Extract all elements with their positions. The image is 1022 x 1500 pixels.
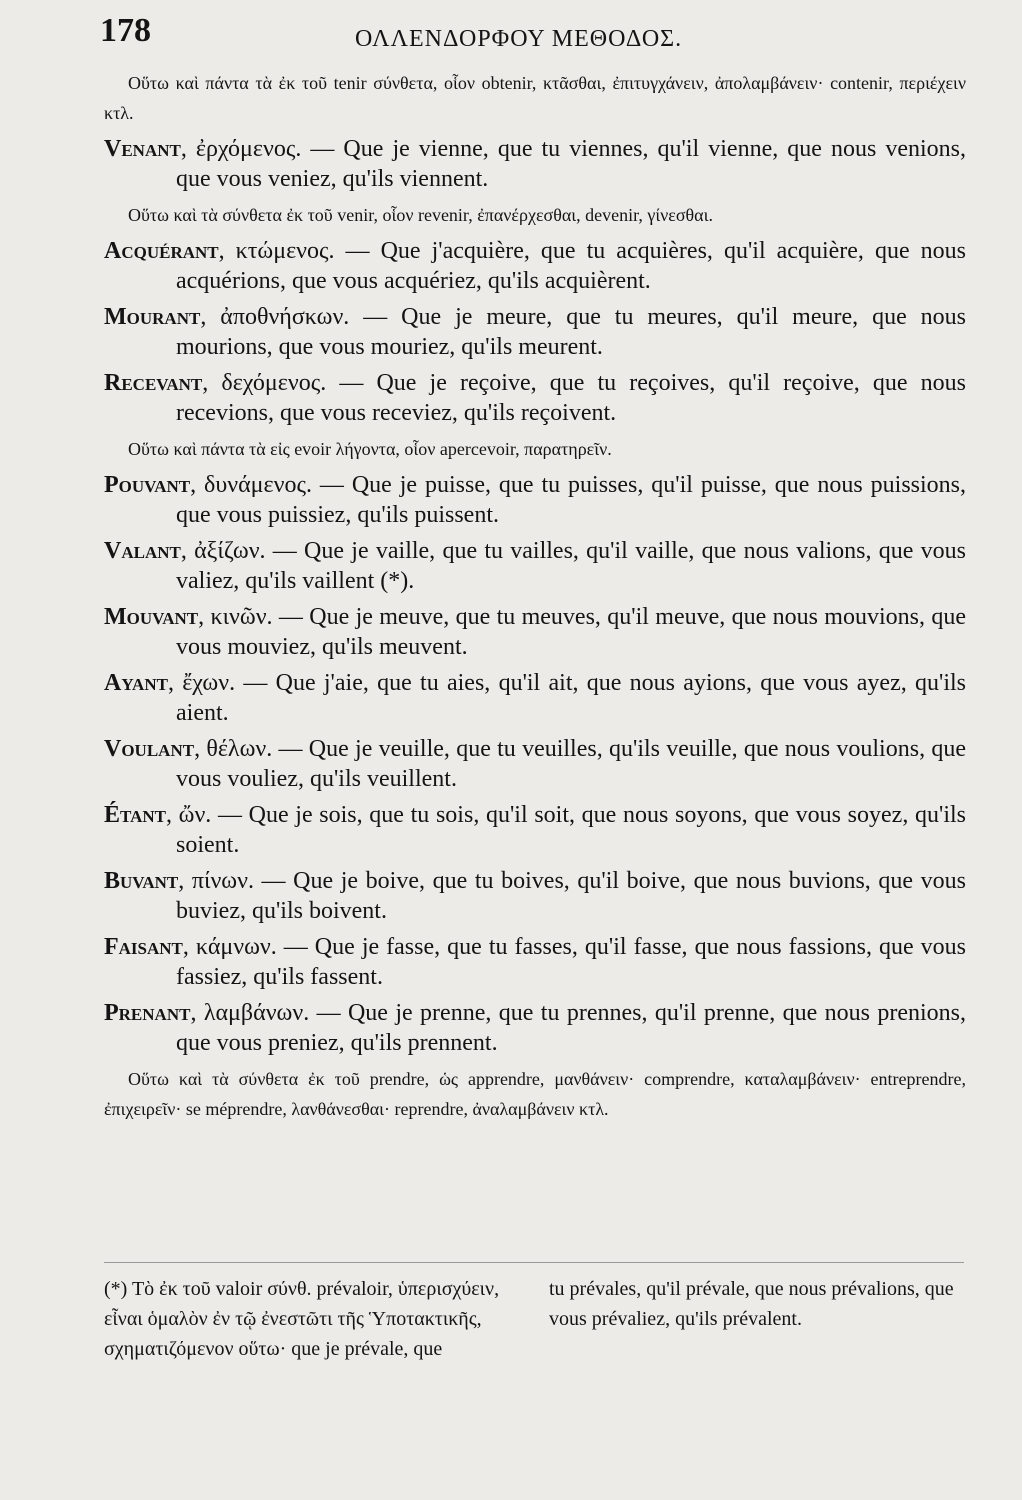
entry-text: , πίνων. — Que je boive, que tu boives, qu'il boive, que nous buvions, que vous buviez, qu'ils boivent. — [176, 868, 966, 924]
running-title: ΟΛΛΕΝΔΟΡΦΟΥ ΜΕΘΟΔΟΣ. — [355, 26, 683, 52]
entry-text: , ἐρχόμενος. — Que je vienne, que tu viennes, qu'il vienne, que nous venions, que vous veniez, qu'ils viennent. — [176, 136, 966, 192]
footnote-right-column — [549, 1274, 966, 1364]
main-text — [104, 68, 966, 1130]
entry-text: , ἀξίζων. — Que je vaille, que tu vailles, qu'il vaille, que nous valions, que vous valiez, qu'ils vaillent (*). — [176, 538, 966, 594]
entry-text: , κάμνων. — Que je fasse, que tu fasses, qu'il fasse, que nous fassions, que vous fassiez, qu'ils fassent. — [176, 934, 966, 990]
entry-term: Acquérant — [104, 238, 219, 264]
entry-term: Pouvant — [104, 472, 191, 498]
entry-term: Voulant — [104, 736, 195, 762]
footnote-left-column — [104, 1274, 521, 1364]
entry-mouvant — [104, 602, 966, 662]
entry-term: Valant — [104, 538, 181, 564]
entry-term: Mouvant — [104, 604, 199, 630]
entry-term: Venant — [104, 136, 181, 162]
entry-text: , κτώμενος. — Que j'acquière, que tu acquières, qu'il acquière, que nous acquérions, que vous acquériez, qu'ils acquièrent. — [176, 238, 966, 294]
entry-acquerant — [104, 236, 966, 296]
page-header — [100, 12, 960, 60]
entry-text: , λαμβάνων. — Que je prenne, que tu prennes, qu'il prenne, que nous prenions, que vous preniez, qu'ils prennent. — [176, 1000, 966, 1056]
note-tenir: Οὕτω καὶ πάντα τὰ ἐκ τοῦ tenir σύνθετα, οἷον obtenir, κτᾶσθαι, ἐπιτυγχάνειν, ἀπολαμβάνειν· contenir, περιέχειν κτλ. — [104, 73, 966, 123]
entry-text: , ἔχων. — Que j'aie, que tu aies, qu'il ait, que nous ayions, que vous ayez, qu'ils aient. — [167, 670, 966, 726]
entry-pouvant — [104, 470, 966, 530]
page-number: 178 — [100, 12, 151, 49]
entry-term: Buvant — [104, 868, 179, 894]
footnote-divider — [104, 1262, 964, 1263]
entry-recevant — [104, 368, 966, 428]
entry-term: Faisant — [104, 934, 183, 960]
entry-ayant — [104, 668, 966, 728]
entry-text: , δυνάμενος. — Que je puisse, que tu puisses, qu'il puisse, que nous puissions, que vous puissiez, qu'ils puissent. — [176, 472, 966, 528]
footnote-right-text: tu prévales, qu'il prévale, que nous prévalions, que vous prévaliez, qu'ils prévalent. — [549, 1278, 954, 1330]
entry-mourant — [104, 302, 966, 362]
note-venir: Οὕτω καὶ τὰ σύνθετα ἐκ τοῦ venir, οἷον revenir, ἐπανέρχεσθαι, devenir, γίνεσθαι. — [128, 205, 713, 225]
entry-term: Étant — [104, 802, 166, 828]
entry-faisant — [104, 932, 966, 992]
entry-buvant — [104, 866, 966, 926]
entry-text: , θέλων. — Que je veuille, que tu veuilles, qu'ils veuille, que nous voulions, que vous vouliez, qu'ils veuillent. — [176, 736, 966, 792]
footnote — [104, 1274, 966, 1364]
entry-text: , δεχόμενος. — Que je reçoive, que tu reçoives, qu'il reçoive, que nous recevions, que vous receviez, qu'ils reçoivent. — [176, 370, 966, 426]
entry-term: Prenant — [104, 1000, 191, 1026]
entry-term: Ayant — [104, 670, 168, 696]
entry-venant — [104, 134, 966, 194]
entry-term: Mourant — [104, 304, 201, 330]
entry-prenant — [104, 998, 966, 1058]
entry-voulant — [104, 734, 966, 794]
entry-text: , ἀποθνήσκων. — Que je meure, que tu meures, qu'il meure, que nous mourions, que vous mouriez, qu'ils meurent. — [176, 304, 966, 360]
note-evoir: Οὕτω καὶ πάντα τὰ εἰς evoir λήγοντα, οἷον apercevoir, παρατηρεῖν. — [128, 439, 612, 459]
entry-etant — [104, 800, 966, 860]
entry-term: Recevant — [104, 370, 203, 396]
entry-text: , ὤν. — Que je sois, que tu sois, qu'il soit, que nous soyons, que vous soyez, qu'ils soient. — [165, 802, 966, 858]
note-prendre: Οὕτω καὶ τὰ σύνθετα ἐκ τοῦ prendre, ὡς apprendre, μανθάνειν· comprendre, καταλαμβάνειν· entreprendre, ἐπιχειρεῖν· se méprendre, λανθάνεσθαι· reprendre, ἀναλαμβάνειν κτλ. — [104, 1069, 966, 1119]
entry-valant — [104, 536, 966, 596]
footnote-left-text: (*) Τὸ ἐκ τοῦ valoir σύνθ. prévaloir, ὑπερισχύειν, εἶναι ὁμαλὸν ἐν τῷ ἐνεστῶτι τῆς Ὑποτακτικῆς, σχηματιζόμενον οὕτω· que je prévale, que — [104, 1278, 500, 1360]
entry-text: , κινῶν. — Que je meuve, que tu meuves, qu'il meuve, que nous mouvions, que vous mouviez, qu'ils meuvent. — [176, 604, 966, 660]
